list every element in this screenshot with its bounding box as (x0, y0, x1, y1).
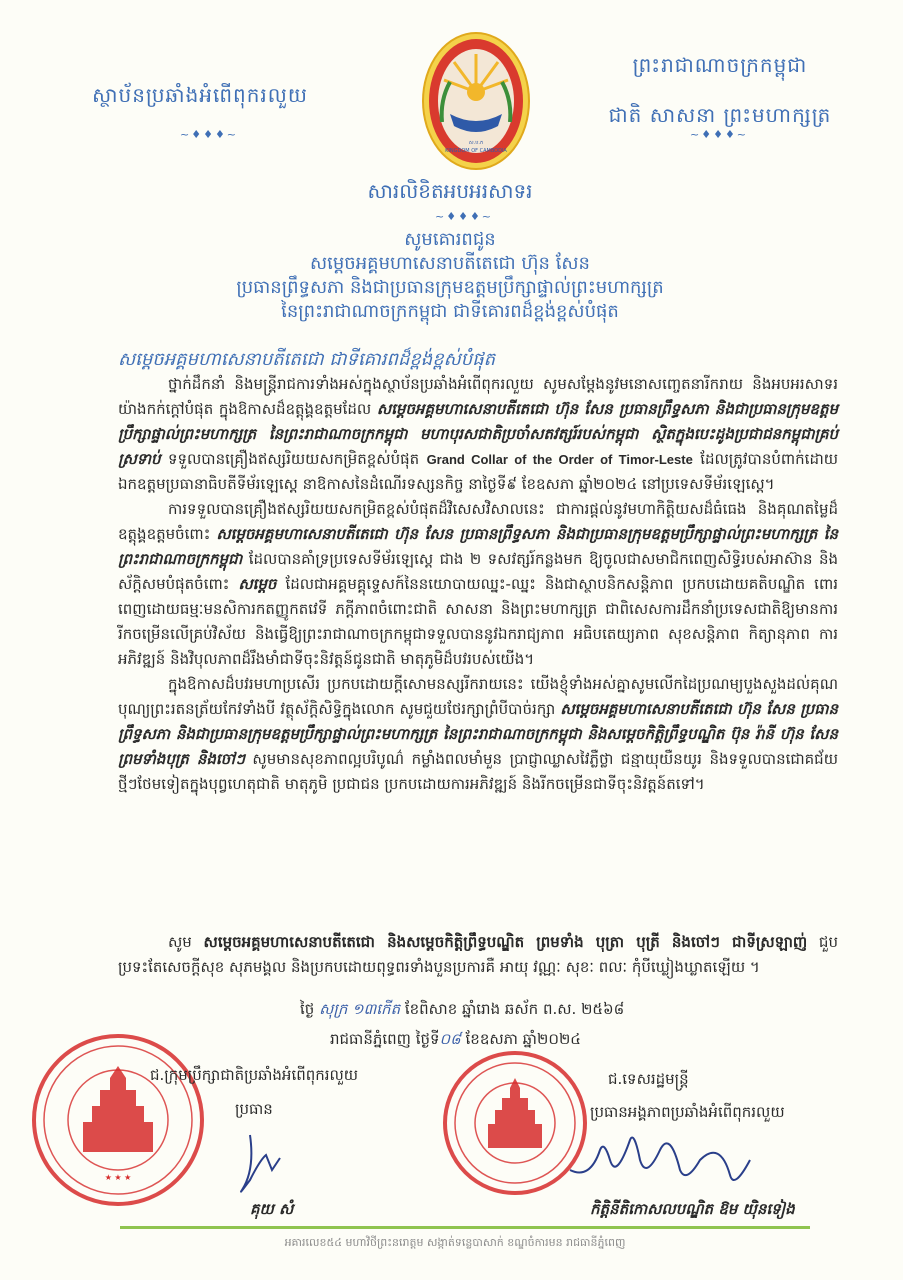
right-signatory-name: កិត្តិនីតិកោសលបណ្ឌិត ឱម យ៉ិនទៀង (590, 1200, 795, 1218)
svg-text:★ ★ ★: ★ ★ ★ (104, 1173, 132, 1182)
letter-body (118, 372, 838, 797)
paragraph (118, 497, 838, 672)
institution-name: ស្ថាប័នប្រឆាំងអំពើពុករលួយ (92, 83, 308, 107)
left-signatory-title: ជ.ក្រុមប្រឹក្សាជាតិប្រឆាំងអំពើពុករលួយ (150, 1066, 359, 1084)
addressee-line: នៃព្រះរាជាណាចក្រកម្ពុជា ជាទីគោរពដ៏ខ្ពង់ខ្ពស់បំផុត (281, 301, 619, 322)
salutation: សម្តេចអគ្គមហាសេនាបតីតេជោ ជាទីគោរពដ៏ខ្ពង់ខ្ពស់បំផុត (118, 349, 496, 370)
text-run: ទទួលបានគ្រឿងឥស្សរិយយសកម្រិតខ្ពស់បំផុត (167, 450, 420, 468)
addressee-block (120, 228, 780, 324)
left-signature-icon (180, 1130, 320, 1200)
bold-text: សម្តេច (238, 575, 277, 593)
addressee-line: ប្រធានព្រឹទ្ធសភា និងជាប្រធានក្រុមឧត្តមប្រឹក្សាផ្ទាល់ព្រះមហាក្សត្រ (236, 277, 664, 298)
ornament-right: ~♦♦♦~ (690, 128, 749, 141)
document-title: សារលិខិតអបអរសាទរ (367, 179, 533, 203)
right-signatory-title: ជ.ទេសរដ្ឋមន្ត្រី (608, 1070, 689, 1088)
text-run: ក្នុងឱកាសដ៏បវរមហាប្រសើរ ប្រកបដោយក្តីសោមនស្សរីករាយនេះ យើងខ្ញុំទាំងអស់គ្នាសូមលើកដៃប្រណម្យបួងសួងដល់គុណបុណ្យព្រះរតនត្រ័យកែវទាំងបី វត្ថុស័ក្តិសិទ្ធិក្នុងលោក សូមជួយថែរក្សាព្រំបីបាច់រក្សា (118, 675, 838, 718)
logo-abbrev: ស.ប.ក (468, 140, 484, 146)
right-signature-icon (560, 1120, 780, 1200)
text-run: ដែលបានគាំទ្រប្រទេសទីម័រឡេស្តេ ជាង ២ ទសវត្សរ៍កន្លងមក ឱ្យចូលជាសមាជិកពេញសិទ្ធិរបស់អាស៊ាន និងស័ក្តិសមបំផុតចំពោះ (118, 550, 838, 593)
bold-text: សម្តេចអគ្គមហាសេនាបតីតេជោ ហ៊ុន សែន ប្រធានព្រឹទ្ធសភា និងជាប្រធានក្រុមឧត្តមប្រឹក្សាផ្ទាល់ព្រះមហាក្សត្រ នៃព្រះរាជាណាចក្រកម្ពុជា និងសម្តេចកិត្តិព្រឹទ្ធបណ្ឌិត ប៊ុន រ៉ានី ហ៊ុន សែន ព្រមទាំងបុត្រ និងចៅៗ (118, 700, 838, 768)
bold-text: សម្តេចអគ្គមហាសេនាបតីតេជោ ហ៊ុន សែន ប្រធានព្រឹទ្ធសភា និងជាប្រធានក្រុមឧត្តមប្រឹក្សាផ្ទាល់ព្រះមហាក្សត្រ នៃព្រះរាជាណាចក្រកម្ពុជា (118, 525, 838, 568)
institution-logo (420, 30, 532, 172)
handwritten-date: សុក្រ ១៣កើត (319, 1000, 401, 1018)
left-signatory-name: គុយ សំ (250, 1200, 294, 1218)
left-signatory-role: ប្រធាន (235, 1100, 273, 1118)
footer-divider (120, 1226, 810, 1229)
bold-text: សម្តេចអគ្គមហាសេនាបតីតេជោ ហ៊ុន សែន ប្រធានព្រឹទ្ធសភា និងជាប្រធានក្រុមឧត្តមប្រឹក្សាផ្ទាល់ព្រះមហាក្សត្រ នៃព្រះរាជាណាចក្រកម្ពុជា មហាបុរសជាតិប្រចាំសតវត្សរ៍របស់កម្ពុជា ស្ថិតក្នុងបេះដូងប្រជាជនកម្ពុជាគ្រប់ស្រទាប់ (118, 400, 838, 468)
ornament-left: ~♦♦♦~ (180, 128, 239, 141)
award-name: Grand Collar of the Order of Timor-Leste (426, 452, 693, 467)
date-prefix: រាជធានីភ្នំពេញ ថ្ងៃទី (330, 1030, 440, 1048)
ornament-center: ~♦♦♦~ (435, 210, 494, 223)
lunar-date (300, 1000, 820, 1022)
closing-paragraph (118, 930, 838, 980)
date-rest: ខែឧសភា ឆ្នាំ២០២៤ (465, 1030, 581, 1048)
text-run: ការទទួលបានគ្រឿងឥស្សរិយយសកម្រិតខ្ពស់បំផុតដ៏វិសេសវិសាលនេះ ជាការផ្តល់នូវមហាកិត្តិយសដ៏ធំធេង និងគុណតម្លៃដ៏ឧត្តុង្គឧត្តមចំពោះ (118, 500, 838, 543)
date-rest: ខែពិសាខ ឆ្នាំរោង ឆស័ក ព.ស. ២៥៦៨ (404, 1000, 625, 1018)
kingdom-header (565, 40, 875, 140)
text-run: ជួបប្រទះតែសេចក្តីសុខ សុភមង្គល និងប្រកបដោយពុទ្ធពរទាំងបួនប្រការគឺ អាយុ វណ្ណៈ សុខៈ ពលៈ កុំបីឃ្លៀងឃ្លាតឡើយ ។ (118, 933, 838, 976)
text-run: ថ្នាក់ដឹកនាំ និងមន្ត្រីរាជការទាំងអស់ក្នុងស្ថាប័នប្រឆាំងអំពើពុករលួយ សូមសម្តែងនូវមនោសញ្ចេតនារីករាយ និងអបអរសាទរយ៉ាងកក់ក្តៅបំផុត ក្នុងឱកាសដ៏ឧត្តុង្គឧត្តមដែល (118, 375, 838, 418)
addressee-line: សូមគោរពជូន (404, 229, 496, 250)
right-signatory-role: ប្រធានអង្គភាពប្រឆាំងអំពើពុករលួយ (590, 1103, 785, 1121)
motto-line: ជាតិ សាសនា ព្រះមហាក្សត្រ (608, 103, 832, 127)
paragraph (118, 372, 838, 497)
date-prefix: ថ្ងៃ (300, 1000, 315, 1018)
kingdom-line: ព្រះរាជាណាចក្រកម្ពុជា (632, 53, 808, 77)
paragraph (118, 672, 838, 797)
logo-caption: KINGDOM OF CAMBODIA (445, 148, 507, 154)
bold-text: សម្តេចអគ្គមហាសេនាបតីតេជោ និងសម្តេចកិត្តិព្រឹទ្ធបណ្ឌិត ព្រមទាំង បុត្រា បុត្រី និងចៅៗ ជាទីស្រឡាញ់ (203, 933, 808, 951)
text-run: សូម (168, 933, 192, 951)
addressee-line: សម្តេចអគ្គមហាសេនាបតីតេជោ ហ៊ុន សែន (310, 253, 590, 274)
text-run: ដែលត្រូវបានបំពាក់ដោយ ឯកឧត្តមប្រធានាធិបតីទីម័រឡេស្តេ នាឱកាសនៃដំណើរទស្សនកិច្ច នាថ្ងៃទី៩ ខែឧសភា ឆ្នាំ២០២៤ នៅប្រទេសទីម័រឡេស្តេ។ (118, 450, 839, 493)
text-run: ដែលជាអគ្គមគ្គុទ្ទេសក៍នៃនយោបាយឈ្នះ-ឈ្នះ និងជាស្ថាបនិកសន្តិភាព ប្រកបដោយគតិបណ្ឌិត ពោរពេញដោយធម្មៈមនសិការកតញ្ញូកតវេទី ភក្តីភាពចំពោះជាតិ សាសនា និងព្រះមហាក្សត្រ ជាពិសេសការដឹកនាំប្រទេសជាតិឱ្យមានការរីកចម្រើនលើគ្រប់វិស័យ និងធ្វើឱ្យព្រះរាជាណាចក្រកម្ពុជាទទួលបាននូវឯករាជ្យភាព អធិបតេយ្យភាព សុខសន្តិភាព កិត្យានុភាព ការអភិវឌ្ឍន៍ និងវិបុលភាពដ៏រឹងមាំជាទីចុះនិវត្តន៍ជូនជាតិ មាតុភូមិដ៏បវរបស់យើង។ (118, 575, 838, 668)
handwritten-day: ០៨ (439, 1030, 461, 1048)
footer-address: អគារលេខ៥៤ មហាវិថីព្រះនរោត្តម សង្កាត់ទន្លេបាសាក់ ខណ្ឌចំការមន រាជធានីភ្នំពេញ (284, 1236, 626, 1249)
paragraph (118, 930, 838, 980)
text-run: សូមមានសុខភាពល្អបរិបូណ៌ កម្លាំងពលមាំមួន ប្រាជ្ញាឈ្លាសវៃភ្លឺថ្លា ជន្មាយុយឺនយូរ និងទទួលបានជោគជ័យថ្មីៗថែមទៀតក្នុងបុព្វហេតុជាតិ មាតុភូមិ ប្រជាជន ប្រកបដោយការអភិវឌ្ឍន៍ និងរីកចម្រើនជាទីចុះនិវត្តន៍តទៅ។ (118, 750, 838, 793)
